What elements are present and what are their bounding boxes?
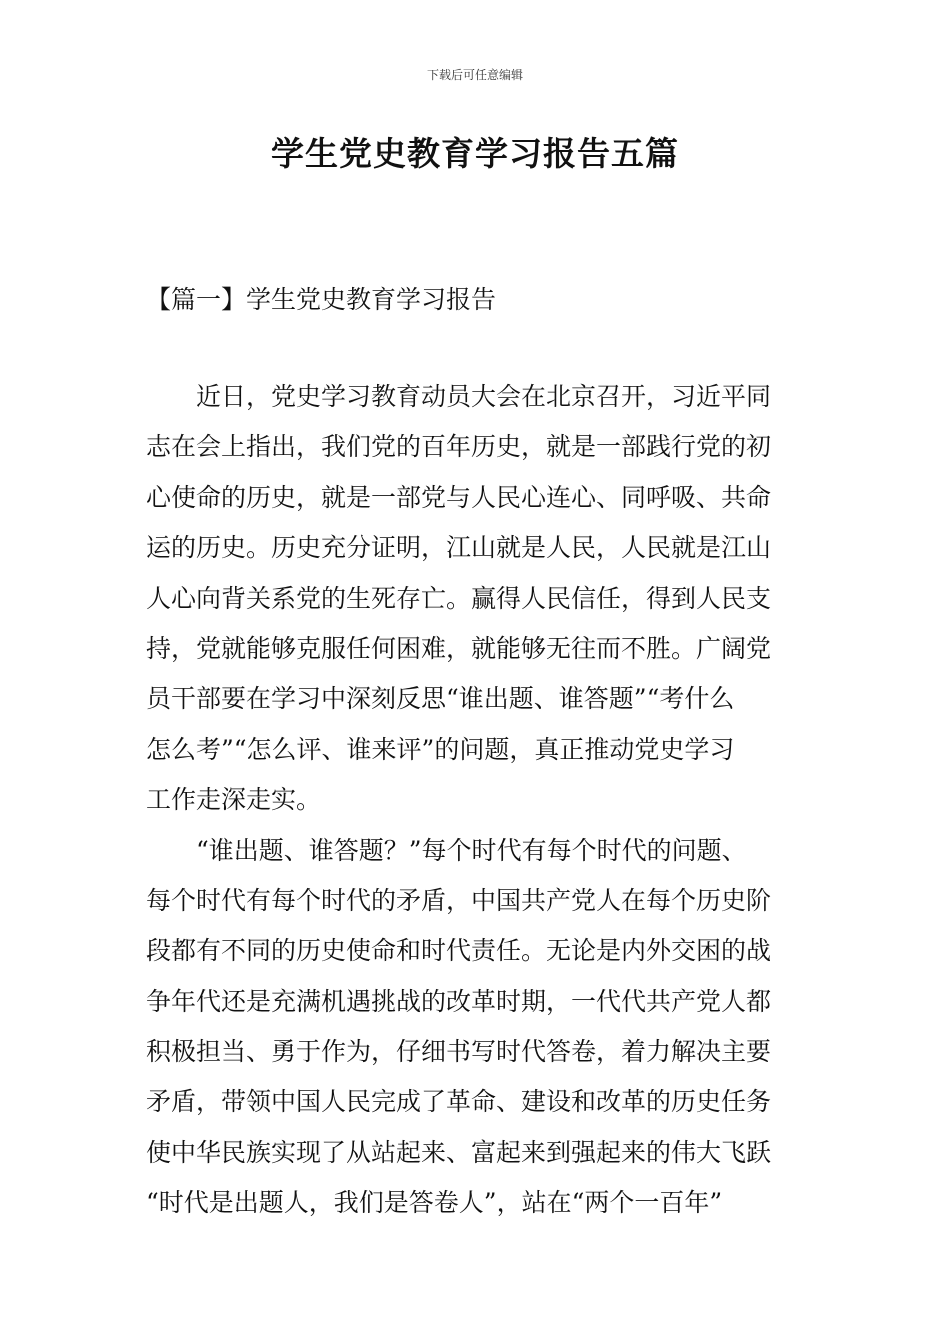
paragraph-line: 矛盾，带领中国人民完成了革命、建设和改革的历史任务: [146, 1087, 772, 1117]
paragraph-line: “时代是出题人，我们是答卷人”，站在“两个一百年”: [146, 1188, 723, 1218]
document-title: 学生党史教育学习报告五篇: [271, 134, 679, 173]
paragraph-line: 近日，党史学习教育动员大会在北京召开，习近平同: [196, 382, 772, 411]
paragraph-line: 工作走深走实。: [146, 785, 322, 815]
paragraph-line: 持，党就能够克服任何困难，就能够无往而不胜。广阔党: [146, 633, 772, 663]
paragraph-line: 争年代还是充满机遇挑战的改革时期，一代代共产党人都: [146, 986, 772, 1016]
body-text: [146, 372, 806, 1229]
paragraph-line: 员干部要在学习中深刻反思“谁出题、谁答题”“考什么: [146, 684, 735, 714]
paragraph-line: “谁出题、谁答题？”每个时代有每个时代的问题、: [196, 835, 747, 865]
paragraph-line: 运的历史。历史充分证明，江山就是人民，人民就是江山: [146, 533, 772, 563]
paragraph-line: 积极担当、勇于作为，仔细书写时代答卷，着力解决主要: [146, 1037, 772, 1067]
paragraph-line: 段都有不同的历史使命和时代责任。无论是内外交困的战: [146, 936, 772, 966]
paragraph-line: 心使命的历史，就是一部党与人民心连心、同呼吸、共命: [146, 482, 772, 512]
paragraph-line: 志在会上指出，我们党的百年历史，就是一部践行党的初: [146, 432, 772, 462]
section-heading: 【篇一】学生党史教育学习报告: [146, 285, 497, 314]
paragraph-line: 怎么考”“怎么评、谁来评”的问题，真正推动党史学习: [146, 734, 735, 764]
paragraph-line: 人心向背关系党的生死存亡。赢得人民信任，得到人民支: [146, 583, 772, 613]
paragraph-line: 每个时代有每个时代的矛盾，中国共产党人在每个历史阶: [146, 885, 772, 915]
header-note: 下载后可任意编辑: [426, 68, 523, 82]
paragraph-line: 使中华民族实现了从站起来、富起来到强起来的伟大飞跃: [146, 1137, 772, 1167]
